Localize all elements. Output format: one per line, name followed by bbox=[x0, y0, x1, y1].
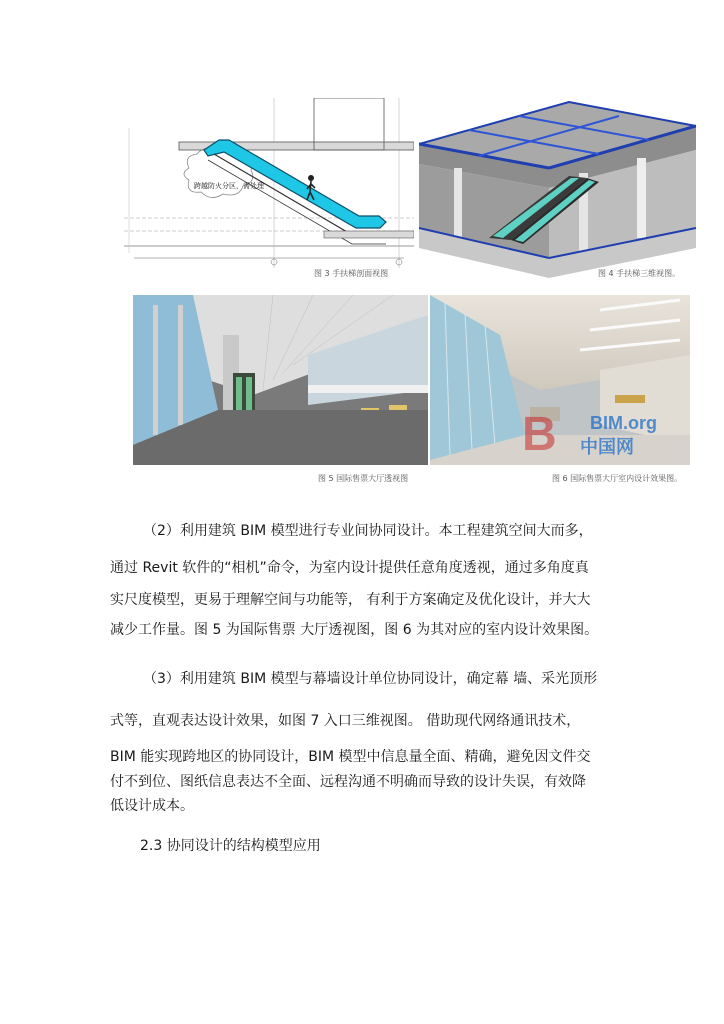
paragraph-2-line-3: 实尺度模型，更易于理解空间与功能等， 有利于方案确定及优化设计，并大大 bbox=[110, 592, 591, 608]
paragraph-2-line-4: 减少工作量。图 5 为国际售票 大厅透视图，图 6 为其对应的室内设计效果图。 bbox=[110, 622, 599, 638]
fig3-callout: 跨越防火分区，需处理 bbox=[194, 182, 264, 190]
paragraph-3-line-2: 式等，直观表达设计效果，如图 7 入口三维视图。 借助现代网络通讯技术， bbox=[110, 713, 581, 729]
hall-perspective-render bbox=[133, 295, 428, 465]
fig3-caption: 图 3 手扶梯剖面视图 bbox=[314, 269, 389, 278]
fig5-caption: 图 5 国际售票大厅透视图 bbox=[318, 474, 409, 483]
paragraph-3-line-5: 低设计成本。 bbox=[110, 798, 194, 814]
figure-5-hall-perspective bbox=[133, 295, 428, 465]
fig4-caption: 图 4 手扶梯三维视图。 bbox=[598, 269, 681, 278]
escalator-3d-view bbox=[419, 98, 696, 278]
fig6-caption: 图 6 国际售票大厅室内设计效果图。 bbox=[552, 474, 683, 483]
paragraph-2-line-1: （2）利用建筑 BIM 模型进行专业间协同设计。本工程建筑空间大而多， bbox=[143, 523, 593, 539]
escalator-section-drawing bbox=[124, 98, 414, 278]
paragraph-3-line-4: 付不到位、图纸信息表达不全面、远程沟通不明确而导致的设计失误，有效降 bbox=[110, 774, 586, 790]
watermark-logo-letter: B bbox=[522, 408, 557, 461]
watermark-line1: BIM.org bbox=[590, 413, 657, 433]
watermark-line2: 中国网 bbox=[580, 437, 634, 457]
paragraph-2-line-2: 通过 Revit 软件的“相机”命令，为室内设计提供任意角度透视，通过多角度真 bbox=[110, 560, 589, 576]
paragraph-3-line-1: （3）利用建筑 BIM 模型与幕墙设计单位协同设计，确定幕 墙、采光顶形 bbox=[143, 671, 598, 687]
interior-design-render bbox=[430, 295, 690, 465]
figure-3-escalator-section bbox=[124, 98, 414, 278]
section-heading: 2.3 协同设计的结构模型应用 bbox=[140, 838, 321, 854]
figure-6-interior-render bbox=[430, 295, 690, 465]
figure-4-escalator-3d bbox=[419, 98, 696, 278]
paragraph-3-line-3: BIM 能实现跨地区的协同设计，BIM 模型中信息量全面、精确，避免因文件交 bbox=[110, 749, 591, 765]
